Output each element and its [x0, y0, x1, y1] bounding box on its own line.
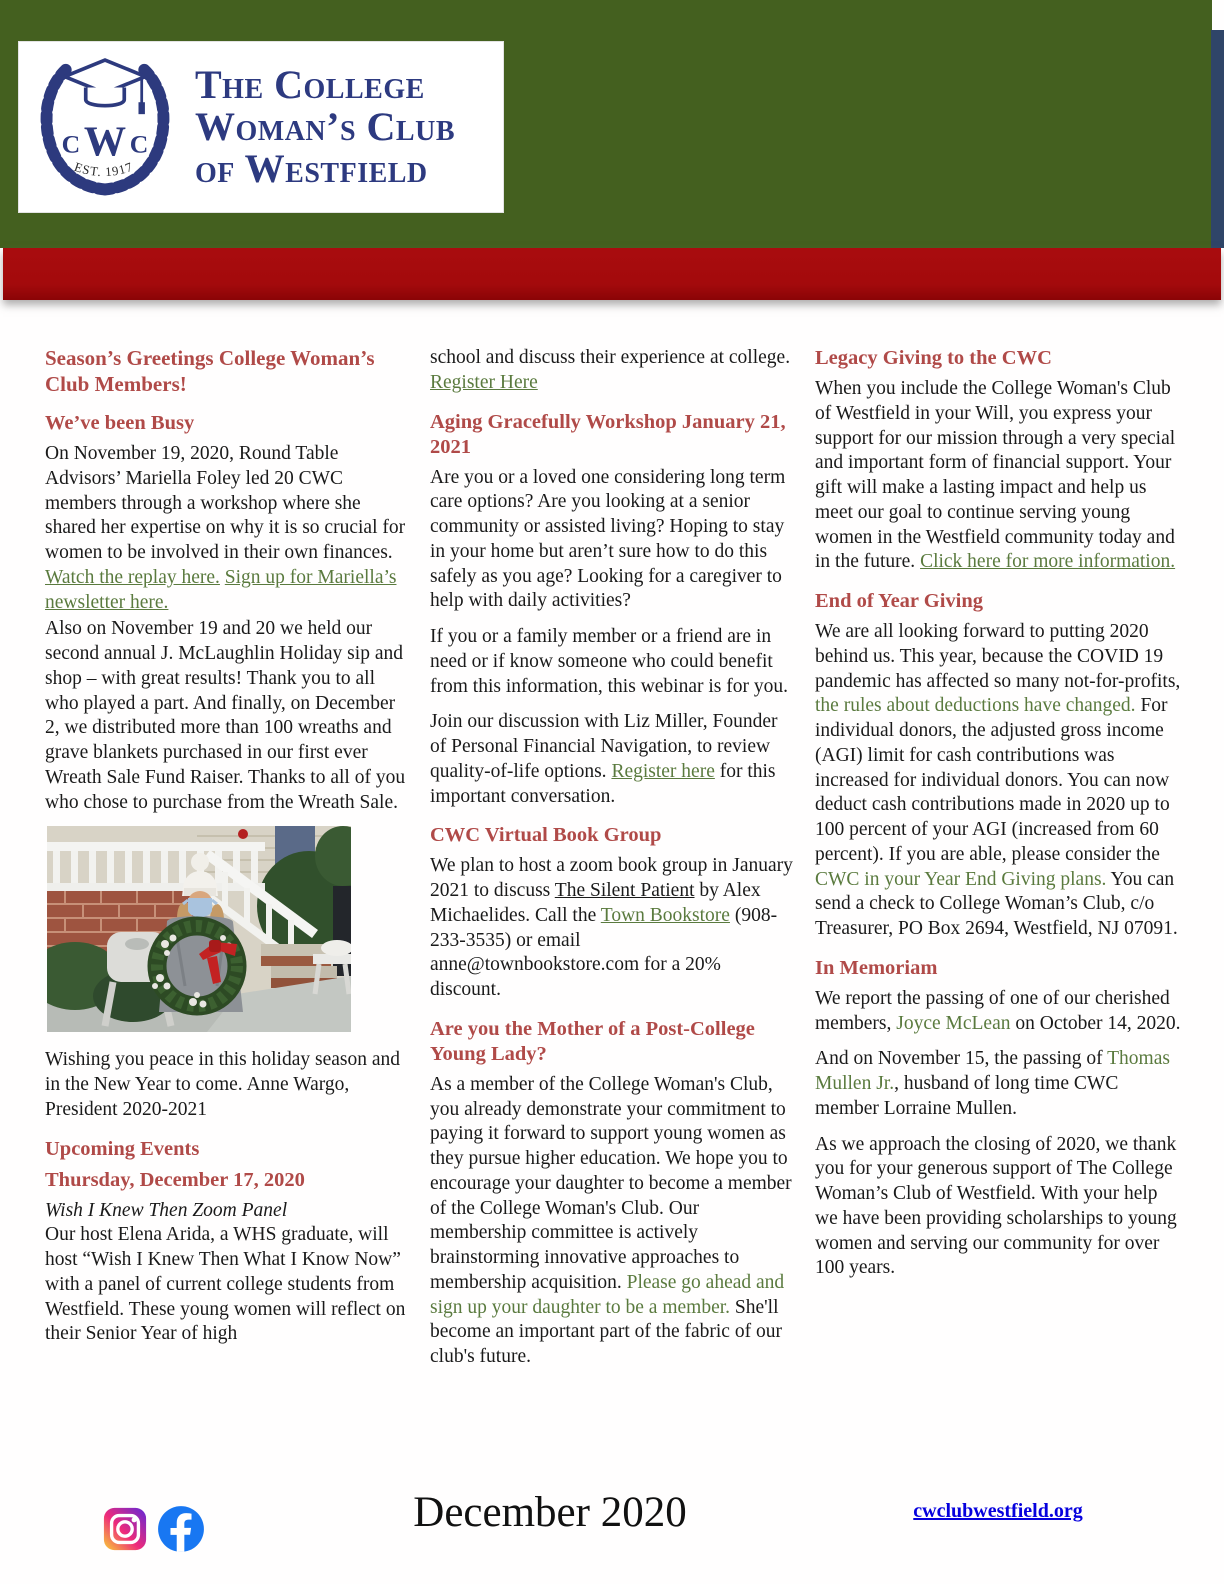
memoriam-text-4: , husband of long time CWC member Lorraine Mullen.	[815, 1073, 1119, 1119]
wreath-sale-paragraph: Also on November 19 and 20 we held our second annual J. McLaughlin Holiday sip and shop – with great results! Thank you to all who played a part. And finally, on December 2, we distributed more than 100 wreaths and grave blankets purchased in our first ever Wreath Sale Fund Raiser. Thanks to all of you who chose to purchase from the Wreath Sale.	[45, 618, 406, 813]
in-memoriam-heading: In Memoriam	[815, 956, 938, 979]
wreath-sale-photo	[47, 826, 351, 1032]
end-of-year-heading: End of Year Giving	[815, 590, 984, 612]
column-center	[430, 346, 794, 1381]
wishing-peace-paragraph: Wishing you peace in this holiday season and in the New Year to come. Anne Wargo, President 2020-2021	[45, 1049, 401, 1120]
navy-accent-strip	[1211, 30, 1224, 248]
instagram-icon[interactable]	[102, 1506, 148, 1552]
aging-workshop-heading: Aging Gracefully Workshop January 21, 2021	[430, 410, 786, 458]
club-name-line1: The College	[195, 62, 425, 107]
column-left	[45, 346, 407, 1358]
thomas-mullen-name: Thomas Mullen Jr.	[815, 1048, 1170, 1094]
book-group-paragraph	[430, 854, 794, 1003]
sign-up-daughter-text[interactable]: Please go ahead and sign up your daughter to be a member.	[430, 1271, 785, 1318]
memoriam-text: We report the passing of one of our cherished members,	[815, 987, 1170, 1034]
mother-heading: Are you the Mother of a Post-College Young Lady?	[430, 1017, 755, 1065]
book-title: The Silent Patient	[554, 880, 695, 901]
watch-replay-link[interactable]: Watch the replay here.	[45, 566, 220, 588]
club-name	[195, 64, 455, 190]
memoriam-paragraph-2	[815, 1047, 1181, 1121]
more-information-link[interactable]: Click here for more information.	[920, 551, 1176, 573]
legacy-paragraph	[815, 377, 1181, 575]
town-bookstore-link[interactable]: Town Bookstore	[600, 904, 730, 926]
closing-thanks-paragraph: As we approach the closing of 2020, we thank you for your generous support of The College Woman’s Club of Westfield. With your help we have been providing scholarships to young women and serving our community for over 100 years.	[815, 1133, 1177, 1279]
memoriam-paragraph-1	[815, 987, 1181, 1037]
aging-questions-paragraph: Are you or a loved one considering long term care options? Are you looking at a senior community or assisted living? Hoping to stay in your home but aren’t sure how to do this safely as you age? Looking for a caregiver to help with daily activities?	[430, 466, 786, 612]
upcoming-events-heading: Upcoming Events	[45, 1137, 200, 1160]
eoy-text-2: For individual donors, the adjusted gross income (AGI) limit for cash contributions was increased for individual donors. You can now deduct cash contributions made in 2020 up to 100 percent of your AGI (increased from 60 percent). If you are able, please consider the	[815, 695, 1170, 865]
register-here-link[interactable]: Register Here	[430, 371, 538, 393]
facebook-icon[interactable]	[156, 1504, 206, 1554]
book-text-2: by Alex Michaelides. Call the	[430, 880, 761, 926]
year-end-giving-text: CWC in your Year End Giving plans.	[815, 868, 1107, 890]
website-link[interactable]: cwclubwestfield.org	[913, 1500, 1083, 1522]
column-right	[815, 346, 1181, 1292]
end-of-year-paragraph	[815, 620, 1181, 942]
issue-month: December 2020	[413, 1489, 687, 1536]
liz-miller-text-2: for this important conversation.	[430, 760, 776, 807]
eoy-text-3: You can send a check to College Woman’s Club, c/o Treasurer, PO Box 2694, Westfield, NJ 07091.	[815, 868, 1178, 939]
college-register-paragraph	[430, 346, 794, 396]
busy-text: On November 19, 2020, Round Table Advisors’ Mariella Foley led 20 CWC members through a workshop where she shared her expertise on why it is so crucial for women to be involved in their own finances.	[45, 443, 406, 564]
webinar-paragraph: If you or a family member or a friend are in need or if know someone who could benefit from this information, this webinar is for you.	[430, 626, 788, 697]
monogram-c2: C	[129, 129, 149, 159]
club-name-line3: of Westfield	[195, 146, 428, 191]
greeting-heading: Season’s Greetings College Woman’s Club Members!	[45, 346, 375, 396]
zoom-panel-text: Our host Elena Arida, a WHS graduate, will host “Wish I Knew Then What I Know Now” with a panel of current college students from Westfield. These young women will reflect on their Senior Year of high	[45, 1224, 406, 1345]
book-text-3: (908-233-3535) or email anne@townbookstore.com for a 20% discount.	[430, 904, 778, 1000]
social-icons	[102, 1504, 206, 1554]
newsletter-signup-link[interactable]: Sign up for Mariella’s newsletter here.	[45, 566, 397, 613]
rules-changed-text: the rules about deductions have changed.	[815, 695, 1136, 717]
college-text: school and discuss their experience at college.	[430, 347, 791, 368]
red-banner	[3, 248, 1221, 300]
memoriam-text-3: And on November 15, the passing of	[815, 1048, 1108, 1070]
book-text: We plan to host a zoom book group in January 2021 to discuss	[430, 855, 793, 901]
svg-text:C W C	[62, 118, 149, 165]
zoom-panel-title: Wish I Knew Then Zoom Panel	[45, 1199, 288, 1221]
memoriam-text-2: on October 14, 2020.	[1010, 1012, 1181, 1034]
event-date-heading: Thursday, December 17, 2020	[45, 1168, 305, 1191]
club-logo	[19, 42, 503, 212]
joyce-mclean-name: Joyce McLean	[896, 1012, 1011, 1034]
legacy-giving-heading: Legacy Giving to the CWC	[815, 347, 1052, 369]
register-webinar-link[interactable]: Register here	[611, 760, 715, 782]
monogram-c1: C	[61, 129, 81, 159]
club-name-line2: Woman’s Club	[195, 104, 455, 149]
busy-paragraph	[45, 442, 407, 615]
liz-miller-paragraph	[430, 710, 794, 809]
monogram-w: W	[83, 118, 127, 166]
zoom-panel-paragraph	[45, 1199, 407, 1348]
legacy-text: When you include the College Woman's Club of Westfield in your Will, you express your support for our mission through a very special and important form of financial support. Your gift will make a lasting impact and help us meet our goal to continue serving young women in the Westfield community today and in the future.	[815, 378, 1176, 573]
membership-text: As a member of the College Woman's Club, you already demonstrate your commitment to paying it forward to support young women as they pursue higher education. We hope you to encourage your daughter to become a member of the College Woman's Club. Our membership committee is actively brainstorming innovative approaches to membership acquisition.	[430, 1073, 792, 1293]
cwc-laurel-emblem-icon	[27, 49, 183, 205]
est-1917-label: EST. 1917	[72, 159, 136, 180]
liz-miller-text: Join our discussion with Liz Miller, Founder of Personal Financial Navigation, to review quality-of-life options.	[430, 711, 778, 782]
been-busy-heading: We’ve been Busy	[45, 412, 195, 435]
membership-paragraph	[430, 1073, 794, 1370]
graduation-cap-icon	[65, 60, 146, 114]
book-group-heading: CWC Virtual Book Group	[430, 824, 662, 847]
eoy-text: We are all looking forward to putting 2020 behind us. This year, because the COVID 19 pandemic has affected so many not-for-profits,	[815, 621, 1181, 692]
membership-text-2: She'll become an important part of the fabric of our club's future.	[430, 1296, 782, 1367]
